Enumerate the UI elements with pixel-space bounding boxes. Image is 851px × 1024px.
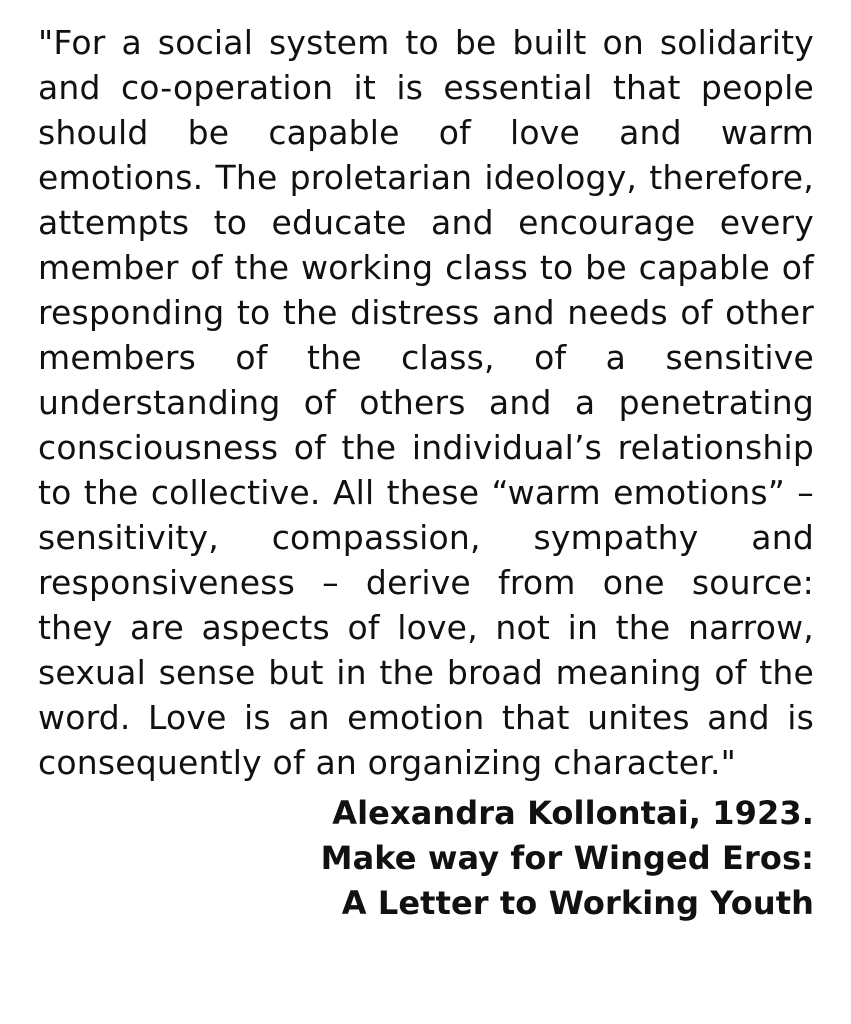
attribution [38, 791, 814, 926]
quote-text: "For a social system to be built on solidarity and co-operation it is essential that people should be capable of love and warm emotions. The proletarian ideology, therefore, attempts to educate and encourage every member of the working class to be capable of responding to the distress and needs of other members of the class, of a sensitive understanding of others and a penetrating consciousness of the individual’s relationship to the collective. All these “warm emotions” – sensitivity, compassion, sympathy and responsiveness – derive from one source: they are aspects of love, not in the narrow, sexual sense but in the broad meaning of the word. Love is an emotion that unites and is consequently of an organizing character." [38, 23, 814, 782]
attribution-title-line-1: Make way for Winged Eros: [320, 839, 814, 877]
attribution-author: Alexandra Kollontai, 1923. [332, 794, 814, 832]
quote-card [38, 20, 814, 926]
attribution-title-line-2: A Letter to Working Youth [341, 884, 814, 922]
